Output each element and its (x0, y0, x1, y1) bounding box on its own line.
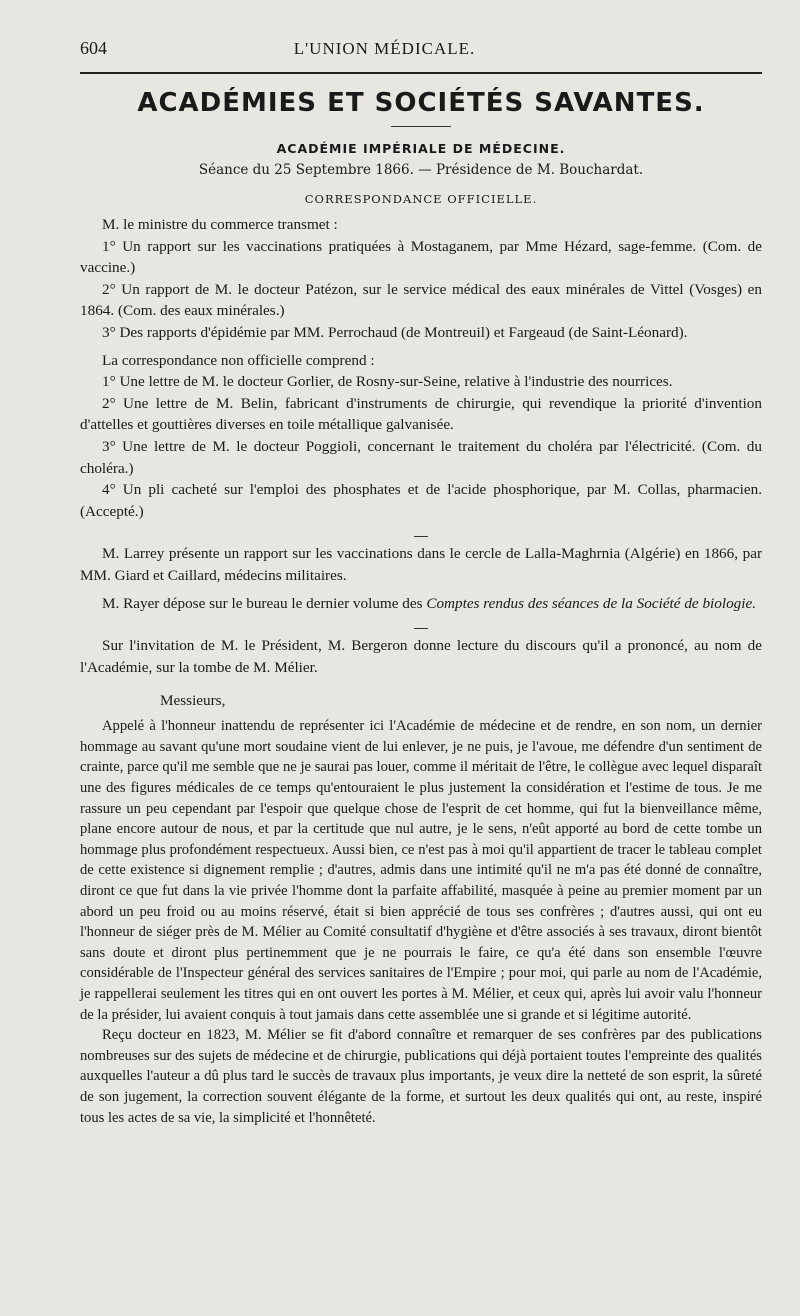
bergeron-paragraph: Sur l'invitation de M. le Président, M. Bergeron donne lecture du discours qu'il a prononcé, au nom de l'Académie, sur la tombe de M. Mélier. (80, 637, 762, 676)
speech-paragraph: Appelé à l'honneur inattendu de représenter ici l'Académie de médecine et de rendre, en son nom, un dernier hommage au savant qu'une mort soudaine vient de lui enlever, je ne puis, je l'avoue, me défendre d'un sentiment de crainte, parce qu'il me semble que ne je saurai pas louer, comme il méritait de l'être, le collègue avec lequel disparaît une des figures médicales de ce temps qu'entouraient le plus justement la considération et l'estime de tous. Je me rassure un peu cependant par l'espoir que quelque chose de l'esprit de cet homme, qui fut la bienveillance même, plane encore autour de nous, et par la certitude que nul autre, je le sens, n'eût apporté au bord de cette tombe un hommage plus profondément respectueux. Aussi bien, ce n'est pas à moi qu'il appartient de tracer le tableau complet de cette existence si dignement remplie ; d'autres, admis dans une intimité qu'il ne m'a pas été donné de connaître, diront ce que fut dans la vie privée l'homme dont la parfaite affabilité, masquée à peine au premier moment par un abord un peu froid ou au moins réservé, était si bien apprécié de tous ses confrères ; d'autres aussi, qui ont eu l'honneur de siéger près de M. Mélier au Comité consultatif d'hygiène et d'être associés à ses travaux, diront bientôt sans doute et diront plus pertinemment que je ne pourrais le faire, ce qu'a été dans son ensemble l'œuvre considérable de l'Inspecteur général des services sanitaires de l'Empire ; pour moi, qui parle au nom de l'Académie, je rappellerai seulement les titres qui en ont ouvert les portes à M. Mélier, et ceux qui, après lui avoir valu l'honneur de la présider, lui avaient conquis à tout jamais dans cette assemblée une si grande et si légitime autorité. (80, 718, 762, 1023)
speech-body (80, 716, 762, 1128)
paragraph: 3° Des rapports d'épidémie par MM. Perrochaud (de Montreuil) et Fargeaud (de Saint-Léonard). (102, 323, 688, 341)
paragraph: La correspondance non officielle comprend : (102, 351, 375, 369)
paragraph: 4° Un pli cacheté sur l'emploi des phosphates et de l'acide phosphorique, par M. Collas, pharmacien. (Accepté.) (80, 481, 762, 520)
running-head: L'UNION MÉDICALE. (293, 39, 476, 58)
separator (414, 628, 428, 629)
academy-title: ACADÉMIE IMPÉRIALE DE MÉDECINE. (276, 141, 566, 156)
paragraph: M. le ministre du commerce transmet : (102, 216, 338, 233)
paragraph: 1° Une lettre de M. le docteur Gorlier, de Rosny-sur-Seine, relative à l'industrie des nourrices. (102, 373, 673, 391)
section-title: ACADÉMIES ET SOCIÉTÉS SAVANTES. (137, 88, 705, 118)
rayer-paragraph (80, 593, 762, 615)
correspondence-title: CORRESPONDANCE OFFICIELLE. (304, 192, 538, 206)
page-header (80, 38, 762, 72)
paragraph: 1° Un rapport sur les vaccinations pratiquées à Mostaganem, par Mme Hézard, sage-femme. (Com. de vaccine.) (80, 237, 762, 277)
speech-opening: Messieurs, (160, 692, 226, 710)
paragraph: 2° Une lettre de M. Belin, fabricant d'instruments de chirurgie, qui revendique la priorité d'invention d'attelles et gouttières diverses en toile métallique galvanisée. (80, 394, 762, 434)
rayer-italic: Comptes rendus des séances de la Société de biologie. (426, 594, 757, 612)
page-number: 604 (80, 38, 107, 58)
separator (414, 536, 428, 537)
speech-paragraph: Reçu docteur en 1823, M. Mélier se fit d'abord connaître et remarquer de ses confrères par des publications nombreuses sur des sujets de médecine et de chirurgie, publications qui déjà portaient toutes l'empreinte des qualités auxquelles l'auteur a dû plus tard le succès de travaux plus importants, je veux dire la netteté de son esprit, la sûreté de son jugement, la correction souvent élégante de la forme, et surtout les deux qualités qui ont, au reste, inspiré tous les actes de sa vie, la simplicité et l'honnêteté. (80, 1027, 762, 1126)
paragraph: 3° Une lettre de M. le docteur Poggioli, concernant le traitement du choléra par l'électricité. (Com. du choléra.) (80, 437, 762, 477)
rayer-text: M. Rayer dépose sur le bureau le dernier volume des (102, 594, 427, 612)
session-line: Séance du 25 Septembre 1866. — Présidence de M. Bouchardat. (198, 162, 644, 178)
header-rule (80, 72, 762, 74)
paragraph: 2° Un rapport de M. le docteur Patézon, sur le service médical des eaux minérales de Vittel (Vosges) en 1864. (Com. des eaux minérales.) (80, 280, 762, 320)
section-divider (391, 126, 451, 127)
larrey-paragraph: M. Larrey présente un rapport sur les vaccinations dans le cercle de Lalla-Maghrnia (Algérie) en 1866, par MM. Giard et Caillard, médecins militaires. (80, 545, 762, 584)
